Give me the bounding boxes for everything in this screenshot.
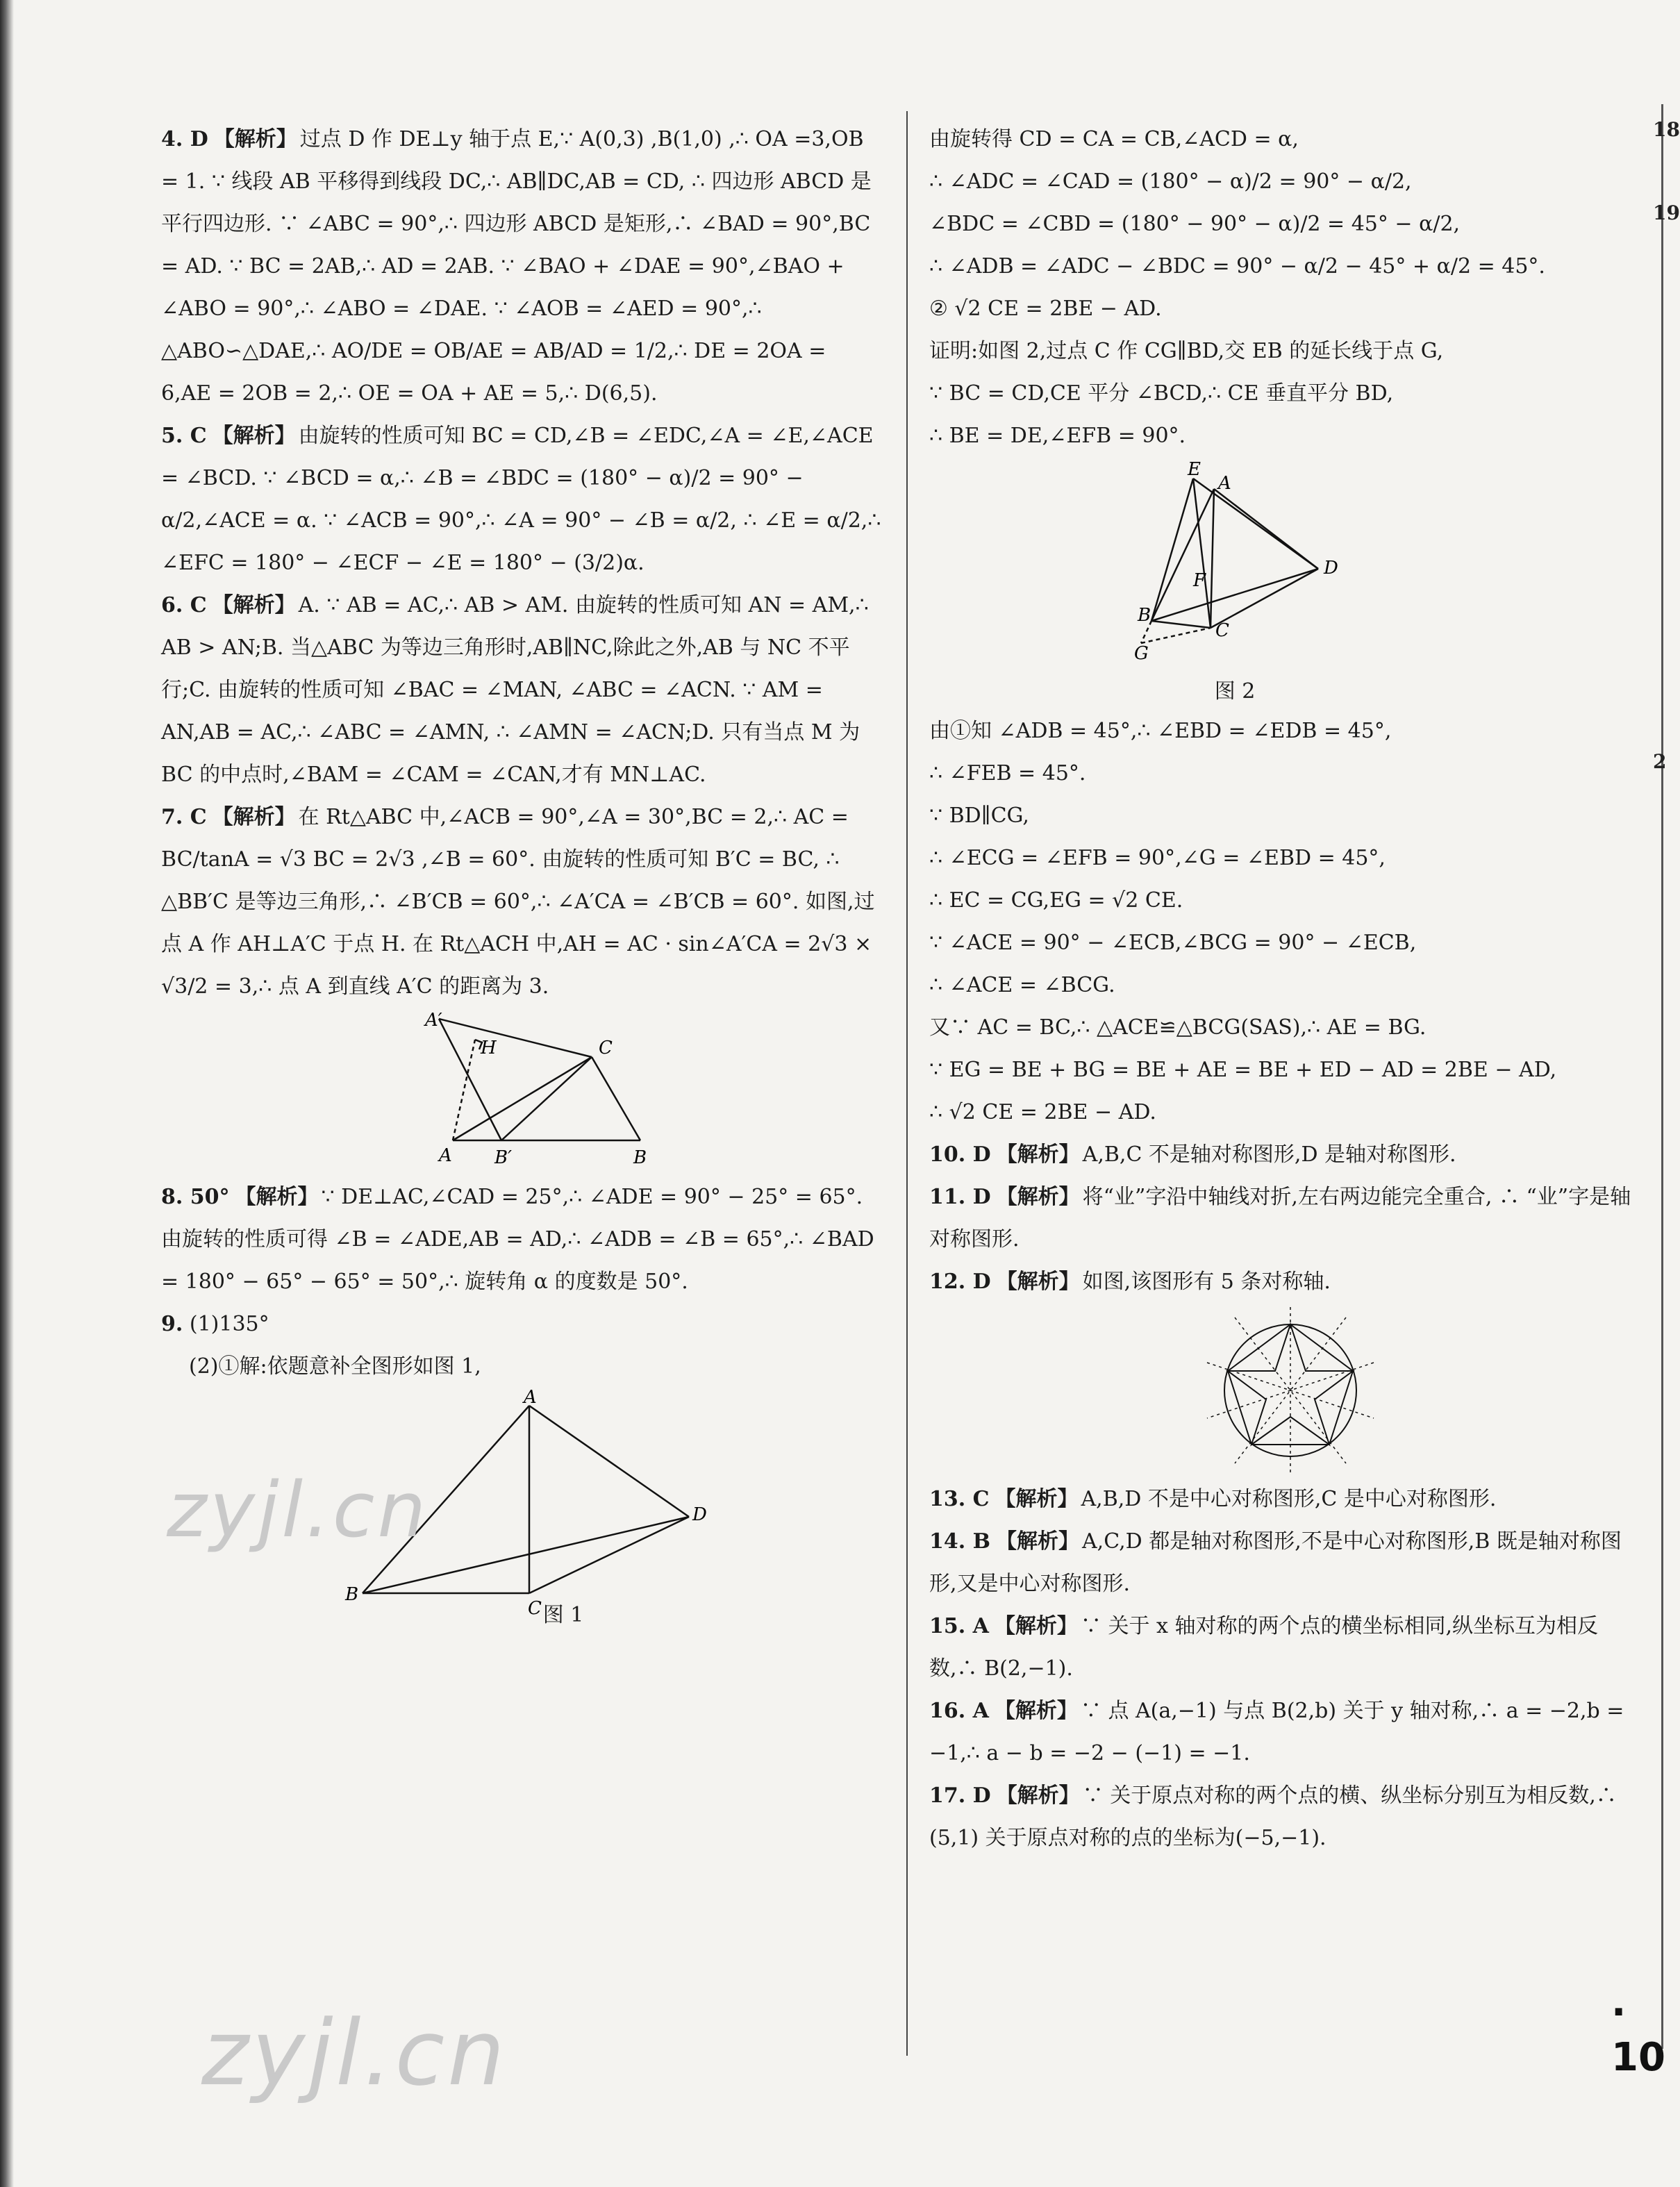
answer-text: A. ∵ AB = AC,∴ AB > AM. 由旋转的性质可知 AN = AM,∴ AB > AN;B. 当△ABC 为等边三角形时,AB∥NC,除此之外,AB 与 NC 不平行;C. 由旋转的性质可知 ∠BAC = ∠MAN, ∠ABC = ∠ACN. ∵ AM = AN,AB = AC,∴ ∠ABC = ∠AMN, ∴ ∠AMN = ∠ACN;D. 只有当点 M 为 BC 的中点时,∠BAM = ∠CAM = ∠CAN,才有 MN⊥AC. (161, 593, 869, 787)
proof-line: ∴ √2 CE = 2BE − AD. (929, 1100, 1156, 1124)
answer-text: ∵ 关于原点对称的两个点的横、纵坐标分别互为相反数,∴ (5,1) 关于原点对称的点的坐标为(−5,−1). (929, 1783, 1617, 1850)
proof-line: ∴ ∠FEB = 45°. (929, 761, 1086, 785)
label-a: A (439, 1145, 452, 1166)
proof-line: ∴ ∠ADC = ∠CAD = (180° − α)/2 = 90° − α/2, (929, 169, 1412, 194)
analysis-tag: 【解析】 (994, 1614, 1078, 1638)
analysis-tag: 【解析】 (996, 1142, 1080, 1167)
label-f: F (1193, 570, 1206, 591)
label-a-prime: A′ (425, 1010, 442, 1031)
watermark: zyjl.cn (167, 1465, 429, 1554)
answer-11 (929, 1176, 1645, 1261)
page-edge-divider (1661, 104, 1663, 2049)
label-b: B (1138, 605, 1151, 626)
analysis-tag: 【解析】 (212, 424, 296, 448)
answer-17 (929, 1774, 1645, 1859)
proof-line: ∵ BD∥CG, (929, 804, 1029, 828)
label-a: A (524, 1387, 537, 1408)
answer-number: 6. C (161, 593, 207, 617)
proof-line: ∵ BC = CD,CE 平分 ∠BCD,∴ CE 垂直平分 BD, (929, 381, 1394, 406)
answer-number: 12. D (929, 1270, 991, 1294)
answer-4 (161, 118, 882, 415)
proof-line: 由①知 ∠ADB = 45°,∴ ∠EBD = ∠EDB = 45°, (929, 719, 1392, 743)
proof-line: ② √2 CE = 2BE − AD. (929, 297, 1162, 321)
answer-number: 5. C (161, 424, 207, 448)
proof-line: ∠BDC = ∠CBD = (180° − 90° − α)/2 = 45° − α/2, (929, 212, 1461, 236)
answer-5 (161, 415, 882, 584)
label-d: D (692, 1504, 707, 1525)
answer-text: 由旋转的性质可知 BC = CD,∠B = ∠EDC,∠A = ∠E,∠ACE = ∠BCD. ∵ ∠BCD = α,∴ ∠B = ∠BDC = (180° − α)/2 = 90° − α/2,∠ACE = α. ∵ ∠ACB = 90°,∴ ∠A = 90° − ∠B = α/2, ∴ ∠E = α/2,∴ ∠EFC = 180° − ∠ECF − ∠E = 180° − (3/2)α. (161, 424, 881, 575)
scan-edge (0, 0, 14, 2187)
answer-text: 将“业”字沿中轴线对折,左右两边能完全重合, ∴ “业”字是轴对称图形. (929, 1185, 1631, 1252)
answer-number: 10. D (929, 1142, 991, 1167)
analysis-tag: 【解析】 (994, 1699, 1078, 1723)
answer-text: 过点 D 作 DE⊥y 轴于点 E,∵ A(0,3) ,B(1,0) ,∴ OA =3,OB = 1. ∵ 线段 AB 平移得到线段 DC,∴ AB∥DC,AB = CD, ∴ 四边形 ABCD 是平行四边形. ∵ ∠ABC = 90°,∴ 四边形 ABCD 是矩形,∴ ∠BAD = 90°,BC = AD. ∵ BC = 2AB,∴ AD = 2AB. ∵ ∠BAO + ∠DAE = 90°,∠BAO + ∠ABO = 90°,∴ ∠ABO = ∠DAE. ∵ ∠AOB = ∠AED = 90°,∴ △ABO∽△DAE,∴ AO/DE = OB/AE = AB/AD = 1/2,∴ DE = 2OA = 6,AE = 2OB = 2,∴ OE = OA + AE = 5,∴ D(6,5). (161, 127, 872, 406)
answer-number: 7. C (161, 805, 207, 829)
analysis-tag: 【解析】 (995, 1487, 1079, 1511)
answer-text: ∵ 关于 x 轴对称的两个点的横坐标相同,纵坐标互为相反数,∴ B(2,−1). (929, 1614, 1598, 1681)
analysis-tag: 【解析】 (212, 805, 296, 829)
proof-line: ∴ ∠ADB = ∠ADC − ∠BDC = 90° − α/2 − 45° + α/2 = 45°. (929, 254, 1545, 278)
answer-text: 在 Rt△ABC 中,∠ACB = 90°,∠A = 30°,BC = 2,∴ AC = BC/tanA = √3 BC = 2√3 ,∠B = 60°. 由旋转的性质可知 B′C = BC, ∴ △BB′C 是等边三角形,∴ ∠B′CB = 60°,∴ ∠A′CA = ∠B′CB = 60°. 如图,过点 A 作 AH⊥A′C 于点 H. 在 Rt△ACH 中,AH = AC · sin∠A′CA = 2√3 × √3/2 = 3,∴ 点 A 到直线 A′C 的距离为 3. (161, 805, 875, 999)
answer-13 (929, 1478, 1645, 1520)
answer-text: A,B,D 不是中心对称图形,C 是中心对称图形. (1081, 1487, 1497, 1511)
answer-10 (929, 1133, 1645, 1176)
answer-text: ∵ 点 A(a,−1) 与点 B(2,b) 关于 y 轴对称,∴ a = −2,b = −1,∴ a − b = −2 − (−1) = −1. (929, 1699, 1624, 1765)
analysis-tag: 【解析】 (996, 1783, 1080, 1808)
answer-7 (161, 796, 882, 1008)
answer-9 (161, 1303, 882, 1345)
answer-15 (929, 1605, 1645, 1690)
proof-line: ∵ ∠ACE = 90° − ∠ECB,∠BCG = 90° − ∠ECB, (929, 931, 1417, 955)
proof-line: ∵ EG = BE + BG = BE + AE = BE + ED − AD = 2BE − AD, (929, 1058, 1557, 1082)
answer-number: 15. A (929, 1614, 989, 1638)
label-c: C (599, 1038, 613, 1058)
label-e: E (1188, 459, 1201, 480)
edge-number: 2 (1653, 750, 1667, 773)
answer-text: (1)135° (189, 1312, 269, 1336)
answer-text: ∵ DE⊥AC,∠CAD = 25°,∴ ∠ADE = 90° − 25° = 65°. 由旋转的性质可得 ∠B = ∠ADE,AB = AD,∴ ∠ADB = ∠B = 65°,∴ ∠BAD = 180° − 65° − 65° = 50°,∴ 旋转角 α 的度数是 50°. (161, 1185, 874, 1294)
analysis-tag: 【解析】 (213, 127, 297, 151)
answer-number: 13. C (929, 1487, 990, 1511)
answer-number: 9. (161, 1312, 183, 1336)
figure-2-caption: 图 2 (1214, 679, 1256, 704)
proof-line: 由旋转得 CD = CA = CB,∠ACD = α, (929, 127, 1299, 151)
answer-number: 8. 50° (161, 1185, 230, 1209)
proof-line: ∴ EC = CG,EG = √2 CE. (929, 888, 1183, 913)
label-b-prime: B′ (494, 1147, 513, 1168)
answer-number: 14. B (929, 1529, 990, 1554)
answer-number: 4. D (161, 127, 208, 151)
analysis-tag: 【解析】 (235, 1185, 319, 1209)
analysis-tag: 【解析】 (996, 1185, 1080, 1209)
label-h: H (481, 1038, 497, 1058)
label-b: B (345, 1584, 359, 1605)
analysis-tag: 【解析】 (996, 1270, 1080, 1294)
answer-text: A,C,D 都是轴对称图形,不是中心对称图形,B 既是轴对称图形,又是中心对称图形. (929, 1529, 1622, 1596)
figure-2 (1134, 459, 1429, 670)
answer-number: 17. D (929, 1783, 991, 1808)
figure-1-caption: 图 1 (542, 1603, 584, 1627)
answer-text: 如图,该图形有 5 条对称轴. (1082, 1270, 1331, 1294)
watermark: zyjl.cn (201, 2000, 508, 2106)
proof-line: ∴ ∠ACE = ∠BCG. (929, 973, 1115, 997)
edge-number: 18 (1653, 118, 1680, 141)
answer-text: A,B,C 不是轴对称图形,D 是轴对称图形. (1082, 1142, 1456, 1167)
label-a: A (1218, 473, 1231, 494)
answer-16 (929, 1690, 1645, 1774)
answer-14 (929, 1520, 1645, 1605)
left-column (161, 118, 882, 1633)
edge-number: 19 (1653, 201, 1680, 224)
label-b: B (633, 1147, 647, 1168)
proof-line: ∴ ∠ECG = ∠EFB = 90°,∠G = ∠EBD = 45°, (929, 846, 1386, 870)
figure-star-symmetry (1200, 1307, 1381, 1474)
answer-6 (161, 584, 882, 796)
answer-number: 11. D (929, 1185, 991, 1209)
label-c: C (1215, 620, 1229, 641)
column-divider (906, 111, 908, 2056)
page-number: · 10 (1611, 1990, 1665, 2080)
proof-line: 又∵ AC = BC,∴ △ACE≌△BCG(SAS),∴ AE = BG. (929, 1015, 1427, 1040)
label-c: C (528, 1598, 542, 1619)
answer-text: (2)①解:依题意补全图形如图 1, (189, 1354, 481, 1379)
answer-12 (929, 1261, 1645, 1303)
label-g: G (1134, 643, 1149, 664)
answer-9-part2 (161, 1345, 882, 1388)
right-column (929, 118, 1645, 1859)
figure-q7 (425, 1012, 717, 1172)
analysis-tag: 【解析】 (212, 593, 296, 617)
proof-line: ∴ BE = DE,∠EFB = 90°. (929, 424, 1186, 448)
proof-line: 证明:如图 2,过点 C 作 CG∥BD,交 EB 的延长线于点 G, (929, 339, 1444, 363)
answer-8 (161, 1176, 882, 1303)
analysis-tag: 【解析】 (996, 1529, 1079, 1554)
answer-number: 16. A (929, 1699, 989, 1723)
label-d: D (1324, 558, 1338, 579)
